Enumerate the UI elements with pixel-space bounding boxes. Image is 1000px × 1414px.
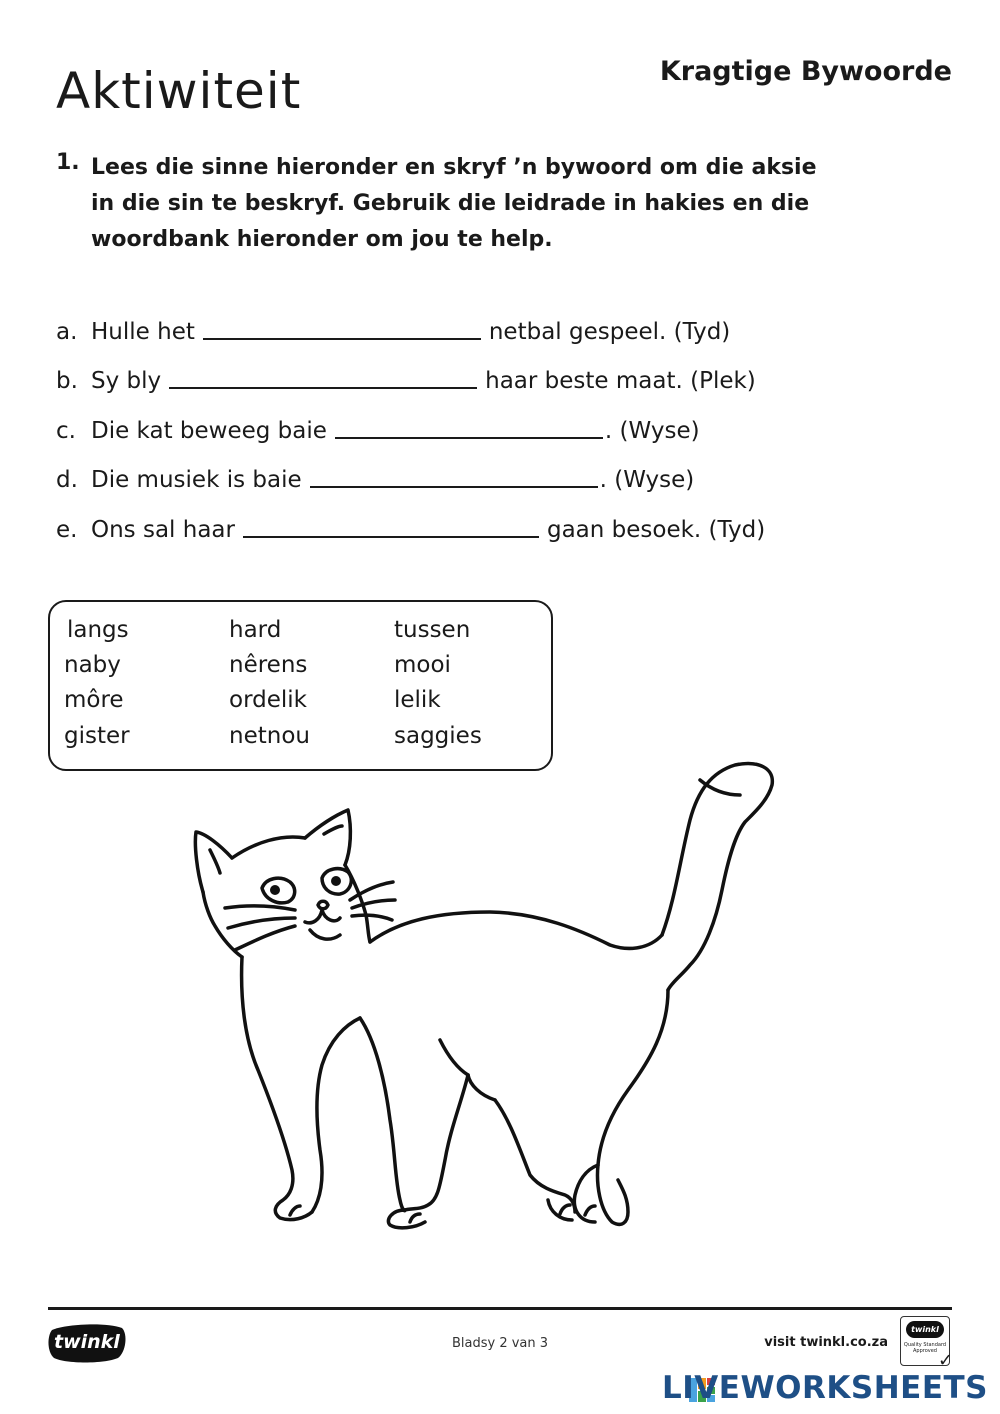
cat-mouth — [305, 910, 340, 923]
question-label: c. — [56, 418, 76, 444]
question-text-before: Die kat beweeg baie — [91, 418, 327, 444]
cat-belly — [468, 1075, 495, 1100]
word-bank-word: tussen — [394, 617, 471, 643]
word-bank-word: naby — [64, 652, 121, 678]
badge-text-1: Quality Standard — [903, 1342, 947, 1348]
page-number: Bladsy 2 van 3 — [451, 1336, 549, 1351]
word-bank-word: langs — [67, 617, 129, 643]
liveworksheets-watermark: LIVEWORKSHEETS — [662, 1370, 988, 1406]
question-label: d. — [56, 467, 78, 493]
badge-logo: twinkl — [906, 1321, 944, 1338]
cat-right-ear — [305, 810, 350, 865]
cat-tail — [662, 764, 772, 990]
cat-left-ear — [195, 832, 232, 892]
question-text-after: gaan besoek. (Tyd) — [546, 517, 766, 543]
instruction-line: Lees die sinne hieronder en skryf ’n bywoord om die aksie — [91, 155, 817, 180]
question-text-after: haar beste maat. (Plek) — [485, 368, 756, 394]
instruction-line: in die sin te beskryf. Gebruik die leidrade in hakies en die — [91, 191, 810, 216]
cat-nose — [318, 901, 328, 909]
question-label: b. — [56, 368, 78, 394]
word-bank-word: ordelik — [229, 687, 307, 713]
page-title: Aktiwiteit — [56, 62, 302, 120]
question-label: e. — [56, 517, 78, 543]
question-label: a. — [56, 319, 78, 345]
word-bank-word: lelik — [394, 687, 441, 713]
question-text-after: . (Wyse) — [604, 418, 700, 444]
word-bank-word: nêrens — [229, 652, 308, 678]
instruction-number: 1. — [56, 150, 80, 175]
word-bank-word: hard — [229, 617, 282, 643]
word-bank-word: gister — [64, 723, 130, 749]
worksheet-subtitle: Kragtige Bywoorde — [659, 56, 952, 87]
cat-back — [370, 912, 662, 948]
footer-divider — [48, 1307, 952, 1310]
question-text-before: Hulle het — [91, 319, 195, 345]
question-text-before: Die musiek is baie — [91, 467, 302, 493]
question-text-before: Sy bly — [91, 368, 162, 394]
visit-link[interactable]: visit twinkl.co.za — [764, 1335, 888, 1350]
question-text-after: netbal gespeel. (Tyd) — [488, 319, 731, 345]
question-text-before: Ons sal haar — [91, 517, 235, 543]
word-bank-word: netnou — [229, 723, 310, 749]
twinkl-logo-text: twinkl — [54, 1331, 120, 1353]
word-bank-word: môre — [64, 687, 124, 713]
word-bank-word: saggies — [394, 723, 482, 749]
question-text-after: . (Wyse) — [599, 467, 695, 493]
checkmark-icon: ✓ — [938, 1350, 954, 1371]
badge-text-2: Approved — [913, 1348, 937, 1354]
word-bank-word: mooi — [394, 652, 451, 678]
instruction-line: woordbank hieronder om jou te help. — [91, 227, 553, 252]
